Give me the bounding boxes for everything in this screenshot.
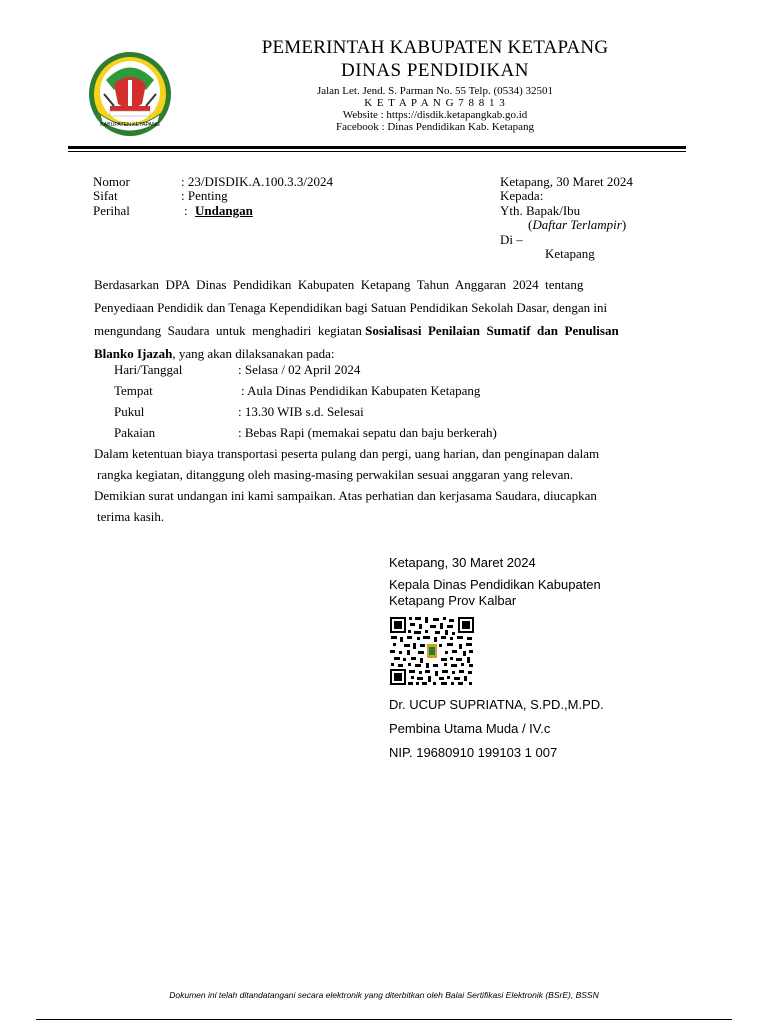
signatory-rank: Pembina Utama Muda / IV.c (389, 721, 551, 736)
nomor-value: : 23/DISDIK.A.100.3.3/2024 (181, 174, 334, 189)
letter-date: Ketapang, 30 Maret 2024 (500, 174, 633, 189)
sifat-value: : Penting (181, 188, 228, 203)
body-p2-line1: Dalam ketentuan biaya transportasi peserta pulang dan pergi, uang harian, dan penginapan dalam (94, 446, 600, 461)
detail-label-place: Tempat (114, 383, 153, 398)
perihal-value: Undangan (195, 203, 253, 218)
signature-date: Ketapang, 30 Maret 2024 (389, 555, 536, 570)
recipient-kepada: Kepada: (500, 188, 544, 203)
regency-logo (86, 50, 174, 138)
body-p3-line1: Demikian surat undangan ini kami sampaikan. Atas perhatian dan kerjasama Saudara, diucapkan (94, 488, 597, 503)
sifat-label: Sifat (93, 188, 118, 203)
qr-code-signature (389, 616, 475, 686)
signature-title-line1: Kepala Dinas Pendidikan Kabupaten (389, 577, 601, 592)
body-p3-line2: terima kasih. (97, 509, 165, 524)
nomor-label: Nomor (93, 174, 130, 189)
body-p1-line1: Berdasarkan DPA Dinas Pendidikan Kabupaten Ketapang Tahun Anggaran 2024 tentang (94, 277, 584, 292)
recipient-yth: Yth. Bapak/Ibu (500, 203, 581, 218)
recipient-list: (Daftar Terlampir) (528, 217, 627, 232)
signatory-name: Dr. UCUP SUPRIATNA, S.PD.,M.PD. (389, 697, 604, 712)
letterhead-rule-thin (68, 151, 686, 152)
e-signature-footer-note: Dokumen ini telah ditandatangani secara elektronik yang diterbitkan oleh Balai Sertifikasi Elektronik (BSrE), BSSN (169, 990, 599, 1000)
letterhead-agency: DINAS PENDIDIKAN (341, 60, 529, 81)
body-p1-line4: Blanko Ijazah, yang akan dilaksanakan pada: (94, 346, 335, 361)
perihal-label: Perihal (93, 203, 130, 218)
letterhead-government: PEMERINTAH KABUPATEN KETAPANG (261, 37, 609, 58)
letterhead-website: Website : https://disdik.ketapangkab.go.id (342, 109, 528, 121)
detail-label-attire: Pakaian (114, 425, 156, 440)
detail-value-time: : 13.30 WIB s.d. Selesai (238, 404, 364, 419)
signature-title-line2: Ketapang Prov Kalbar (389, 593, 517, 608)
detail-label-time: Pukul (114, 404, 145, 419)
body-paragraph-1 (94, 273, 684, 365)
letterhead-facebook: Facebook : Dinas Pendidikan Kab. Ketapang (336, 121, 534, 133)
detail-value-date: : Selasa / 02 April 2024 (238, 362, 361, 377)
detail-value-place: : Aula Dinas Pendidikan Kabupaten Ketapang (241, 383, 481, 398)
detail-label-date: Hari/Tanggal (114, 362, 183, 377)
perihal-colon: : (184, 203, 188, 218)
letterhead-address: Jalan Let. Jend. S. Parman No. 55 Telp. (0534) 32501 (316, 85, 554, 97)
signatory-nip: NIP. 19680910 199103 1 007 (389, 745, 558, 760)
footer-rule (36, 1019, 732, 1020)
detail-value-attire: : Bebas Rapi (memakai sepatu dan baju berkerah) (238, 425, 497, 440)
svg-text:KABUPATEN KETAPANG: KABUPATEN KETAPANG (100, 122, 160, 128)
recipient-city: Ketapang (545, 246, 595, 261)
body-p2-line2: rangka kegiatan, ditanggung oleh masing-masing perwakilan sesuai anggaran yang relevan. (97, 467, 574, 482)
letterhead-postal: K E T A P A N G 7 8 8 1 3 (364, 97, 506, 109)
body-p1-line3: mengundang Saudara untuk menghadiri kegiatan Sosialisasi Penilaian Sumatif dan Penulisan (94, 323, 619, 338)
recipient-di: Di – (500, 232, 523, 247)
body-p1-line2: Penyediaan Pendidik dan Tenaga Kependidikan bagi Satuan Pendidikan Sekolah Dasar, dengan ini (94, 300, 608, 315)
letterhead-rule-thick (68, 146, 686, 149)
